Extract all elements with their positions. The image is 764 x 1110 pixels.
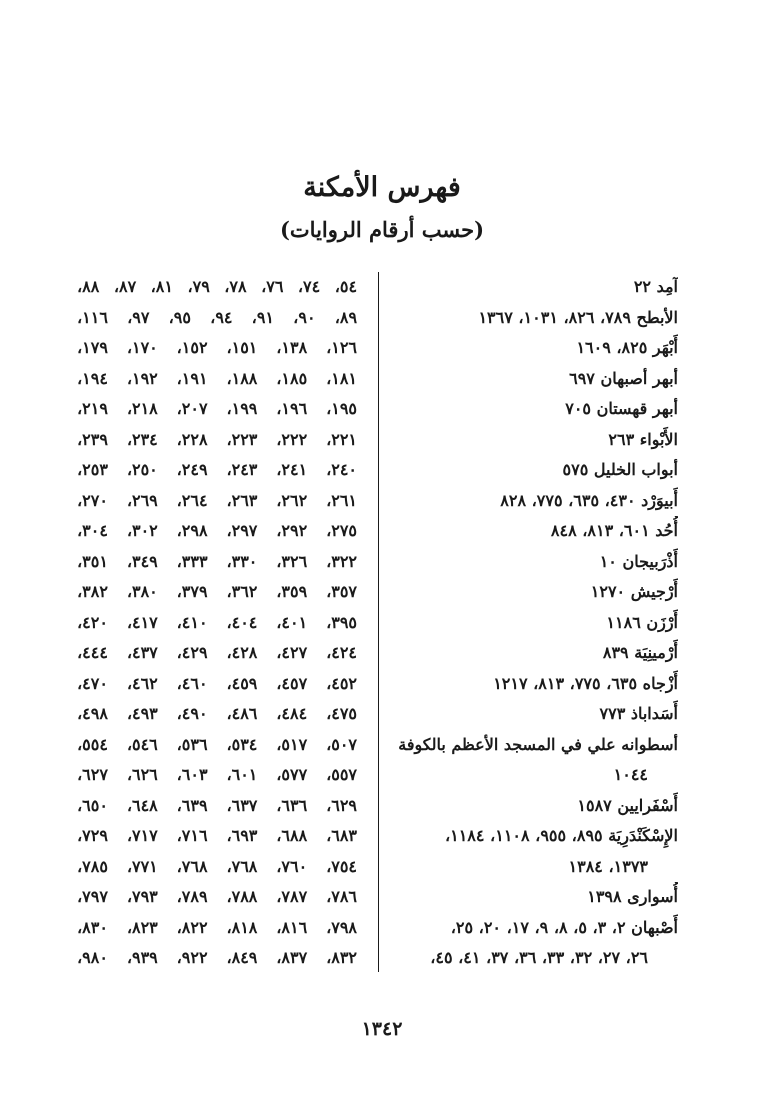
index-entry-continuation: ٣٥٧، ٣٥٩، ٣٦٢، ٣٧٩، ٣٨٠، ٣٨٢، xyxy=(77,582,357,601)
index-entry: أَزْجاه ٦٣٥، ٧٧٥، ٨١٣، ١٢١٧ xyxy=(493,673,678,693)
index-entry: أَرْجيش ١٢٧٠ xyxy=(590,582,678,601)
index-entry: أسطوانه علي في المسجد الأعظم بالكوفة xyxy=(398,734,678,754)
index-entry-continuation: ٤٧٥، ٤٨٤، ٤٨٦، ٤٩٠، ٤٩٣، ٤٩٨، xyxy=(77,704,357,723)
index-entry: أُحُد ٦٠١، ٨١٣، ٨٤٨ xyxy=(550,521,678,540)
index-entry: الإِسْكَنْدَرِيَة ٨٩٥، ٩٥٥، ١١٠٨، ١١٨٤، xyxy=(444,826,678,845)
index-column-right xyxy=(382,272,678,974)
index-entry-continuation: ٨٩، ٩٠، ٩١، ٩٤، ٩٥، ٩٧، ١١٦، xyxy=(77,307,357,327)
index-entry-continuation: ٤٢٤، ٤٢٧، ٤٢٨، ٤٢٩، ٤٣٧، ٤٤٤، xyxy=(77,643,357,662)
index-entry: أَسْفَرايين ١٥٨٧ xyxy=(577,795,678,815)
index-entry-continuation: ٢٢١، ٢٢٢، ٢٢٣، ٢٢٨، ٢٣٤، ٢٣٩، xyxy=(77,429,357,449)
index-column-left xyxy=(77,272,357,974)
index-entry: أَذْرَبيجان ١٠ xyxy=(599,551,678,571)
index-entry-continuation: ٧٩٨، ٨١٦، ٨١٨، ٨٢٢، ٨٢٣، ٨٣٠، xyxy=(77,917,357,937)
index-entry-continuation: ١٩٥، ١٩٦، ١٩٩، ٢٠٧، ٢١٨، ٢١٩، xyxy=(77,399,357,418)
index-entry-continuation: ٧٥٤، ٧٦٠، ٧٦٨، ٧٦٨، ٧٧١، ٧٨٥، xyxy=(77,856,357,876)
index-entry: أَسَداباذ ٧٧٣ xyxy=(599,704,678,723)
page-number: ١٣٤٢ xyxy=(361,1018,403,1040)
index-entry: أَبْهَر ٨٢٥، ١٦٠٩ xyxy=(576,338,678,357)
index-entry-continuation: ٣٢٢، ٣٢٦، ٣٣٠، ٣٣٣، ٣٤٩، ٣٥١، xyxy=(77,551,357,571)
index-entry-continuation: ١٨١، ١٨٥، ١٨٨، ١٩١، ١٩٢، ١٩٤، xyxy=(77,368,357,388)
page-subtitle: (حسب أرقام الروايات) xyxy=(279,217,485,242)
index-entry-continuation: ٥٤، ٧٤، ٧٦، ٧٨، ٧٩، ٨١، ٨٧، ٨٨، xyxy=(77,277,357,296)
index-entry-continuation: ٤٥٢، ٤٥٧، ٤٥٩، ٤٦٠، ٤٦٢، ٤٧٠، xyxy=(77,673,357,693)
index-entry-continuation: ١٢٦، ١٣٨، ١٥١، ١٥٢، ١٧٠، ١٧٩، xyxy=(77,338,357,357)
index-entry-continuation: ٢٤٠، ٢٤١، ٢٤٣، ٢٤٩، ٢٥٠، ٢٥٣، xyxy=(77,460,357,479)
index-entry: أَصْبهان ٢، ٣، ٥، ٨، ٩، ١٧، ٢٠، ٢٥، xyxy=(450,917,678,937)
index-entry-continuation: ٦٨٣، ٦٨٨، ٦٩٣، ٧١٦، ٧١٧، ٧٢٩، xyxy=(77,826,357,845)
index-entry: الأبطح ٧٨٩، ٨٢٦، ١٠٣١، ١٣٦٧ xyxy=(478,307,678,327)
index-entry: الأَبْواء ٢٦٣ xyxy=(608,429,678,449)
index-entry-continuation: ٨٣٢، ٨٣٧، ٨٤٩، ٩٢٢، ٩٣٩، ٩٨٠، xyxy=(77,948,357,967)
index-entry: أُسوارى ١٣٩٨ xyxy=(587,887,678,906)
index-entry-continuation: ٢٦١، ٢٦٢، ٢٦٣، ٢٦٤، ٢٦٩، ٢٧٠، xyxy=(77,490,357,510)
index-entry-continuation: ٢٧٥، ٢٩٢، ٢٩٧، ٢٩٨، ٣٠٢، ٣٠٤، xyxy=(77,521,357,540)
index-entry: أَرْزَن ١١٨٦ xyxy=(606,612,678,632)
index-entry-continuation: ٢٦، ٢٧، ٣٢، ٣٣، ٣٦، ٣٧، ٤١، ٤٥، xyxy=(430,948,648,967)
index-entry-continuation: ٥٠٧، ٥١٧، ٥٣٤، ٥٣٦، ٥٤٦، ٥٥٤، xyxy=(77,734,357,754)
index-entry: أبواب الخليل ٥٧٥ xyxy=(562,460,678,479)
index-entry-continuation: ٣٩٥، ٤٠١، ٤٠٤، ٤١٠، ٤١٧، ٤٢٠، xyxy=(77,612,357,632)
index-entry: أَرْمينِيَة ٨٣٩ xyxy=(602,643,678,662)
index-entry: أَبيوَرْد ٤٣٠، ٦٣٥، ٧٧٥، ٨٢٨ xyxy=(500,490,678,510)
index-entry-continuation: ١٠٤٤ xyxy=(613,765,648,784)
index-entry: أبهر أصبهان ٦٩٧ xyxy=(569,368,678,388)
index-entry-continuation: ٧٨٦، ٧٨٧، ٧٨٨، ٧٨٩، ٧٩٣، ٧٩٧، xyxy=(77,887,357,906)
index-entry-continuation: ١٣٧٣، ١٣٨٤ xyxy=(568,856,648,876)
index-entry-continuation: ٥٥٧، ٥٧٧، ٦٠١، ٦٠٣، ٦٢٦، ٦٢٧، xyxy=(77,765,357,784)
index-entry-continuation: ٦٢٩، ٦٣٦، ٦٣٧، ٦٣٩، ٦٤٨، ٦٥٠، xyxy=(77,795,357,815)
index-entry: أبهر قهستان ٧٠٥ xyxy=(565,399,678,418)
column-divider xyxy=(378,272,379,972)
page-title: فهرس الأمكنة xyxy=(303,172,461,203)
index-entry: آمِد ٢٢ xyxy=(633,277,678,296)
